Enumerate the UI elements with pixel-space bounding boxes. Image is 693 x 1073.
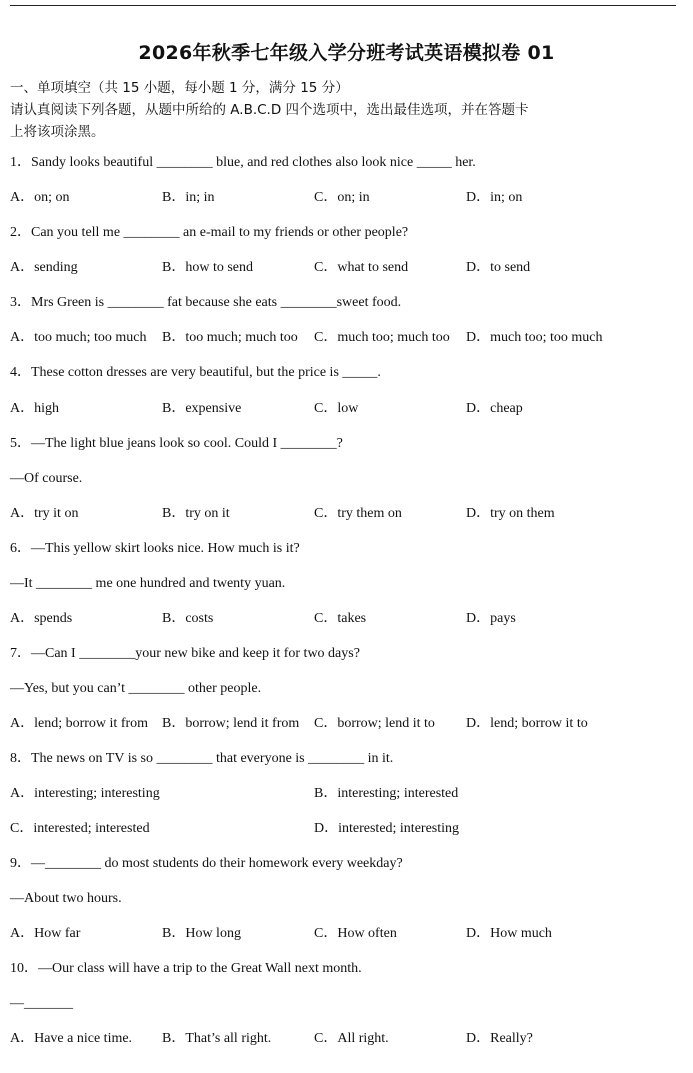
option-d[interactable]: D．cheap xyxy=(466,401,523,416)
dialogue-reply: —About two hours. xyxy=(10,891,122,906)
option-a[interactable]: A．lend; borrow it from xyxy=(10,716,149,731)
question-stem: 7．—Can I ________your new bike and keep it for two days? xyxy=(10,646,360,661)
option-b[interactable]: B．expensive xyxy=(162,401,242,416)
option-d[interactable]: D．to send xyxy=(466,260,531,275)
option-a[interactable]: A．Have a nice time. xyxy=(10,1031,133,1046)
exam-title: 2026年秋季七年级入学分班考试英语模拟卷 01 xyxy=(138,42,555,64)
question-stem: 2．Can you tell me ________ an e-mail to my friends or other people? xyxy=(10,225,409,240)
dialogue-reply: —It ________ me one hundred and twenty yuan. xyxy=(10,576,286,591)
option-d[interactable]: D．lend; borrow it to xyxy=(466,716,588,731)
option-d[interactable]: D．pays xyxy=(466,611,516,626)
option-d[interactable]: D．much too; too much xyxy=(466,330,603,345)
option-d[interactable]: D．How much xyxy=(466,926,552,941)
instructions-line-2: 上将该项涂黑。 xyxy=(10,124,105,140)
option-c[interactable]: C．All right. xyxy=(314,1031,389,1046)
question-stem: 5．—The light blue jeans look so cool. Could I ________? xyxy=(10,436,343,451)
question-stem: 6．—This yellow skirt looks nice. How much is it? xyxy=(10,541,300,556)
option-a[interactable]: A．How far xyxy=(10,926,81,941)
option-d[interactable]: D．Really? xyxy=(466,1031,533,1046)
option-d[interactable]: D．interested; interesting xyxy=(314,821,460,836)
option-a[interactable]: A．on; on xyxy=(10,190,70,205)
question-stem: 9．—________ do most students do their homework every weekday? xyxy=(10,856,403,871)
option-a[interactable]: A．high xyxy=(10,401,59,416)
option-b[interactable]: B．interesting; interested xyxy=(314,786,459,801)
question-stem: 3．Mrs Green is ________ fat because she eats ________sweet food. xyxy=(10,295,402,310)
option-a[interactable]: A．too much; too much xyxy=(10,330,147,345)
option-d[interactable]: D．in; on xyxy=(466,190,523,205)
top-rule xyxy=(10,5,676,6)
question-stem: 8．The news on TV is so ________ that everyone is ________ in it. xyxy=(10,751,394,766)
option-a[interactable]: A．try it on xyxy=(10,506,79,521)
option-b[interactable]: B．costs xyxy=(162,611,214,626)
option-c[interactable]: C．interested; interested xyxy=(10,821,150,836)
option-c[interactable]: C．on; in xyxy=(314,190,370,205)
option-a[interactable]: A．sending xyxy=(10,260,78,275)
dialogue-reply: —_______ xyxy=(10,996,73,1011)
option-b[interactable]: B．That’s all right. xyxy=(162,1031,272,1046)
option-c[interactable]: C．takes xyxy=(314,611,367,626)
option-b[interactable]: B．How long xyxy=(162,926,241,941)
option-c[interactable]: C．much too; much too xyxy=(314,330,450,345)
option-d[interactable]: D．try on them xyxy=(466,506,555,521)
question-stem: 1．Sandy looks beautiful ________ blue, and red clothes also look nice _____ her. xyxy=(10,155,476,170)
option-c[interactable]: C．low xyxy=(314,401,359,416)
question-stem: 10．—Our class will have a trip to the Great Wall next month. xyxy=(10,961,362,976)
section-heading: 一、单项填空（共 15 小题，每小题 1 分，满分 15 分） xyxy=(10,80,349,96)
option-b[interactable]: B．borrow; lend it from xyxy=(162,716,300,731)
option-a[interactable]: A．interesting; interesting xyxy=(10,786,160,801)
dialogue-reply: —Yes, but you can’t ________ other people. xyxy=(10,681,262,696)
option-c[interactable]: C．try them on xyxy=(314,506,402,521)
option-c[interactable]: C．How often xyxy=(314,926,397,941)
option-b[interactable]: B．in; in xyxy=(162,190,215,205)
instructions-line-1: 请认真阅读下列各题，从题中所给的 A.B.C.D 四个选项中，选出最佳选项，并在答题卡 xyxy=(10,102,529,118)
option-c[interactable]: C．what to send xyxy=(314,260,409,275)
option-c[interactable]: C．borrow; lend it to xyxy=(314,716,435,731)
option-b[interactable]: B．try on it xyxy=(162,506,230,521)
dialogue-reply: —Of course. xyxy=(10,471,83,486)
option-a[interactable]: A．spends xyxy=(10,611,73,626)
option-b[interactable]: B．too much; much too xyxy=(162,330,298,345)
option-b[interactable]: B．how to send xyxy=(162,260,253,275)
question-stem: 4．These cotton dresses are very beautiful, but the price is _____. xyxy=(10,365,381,380)
